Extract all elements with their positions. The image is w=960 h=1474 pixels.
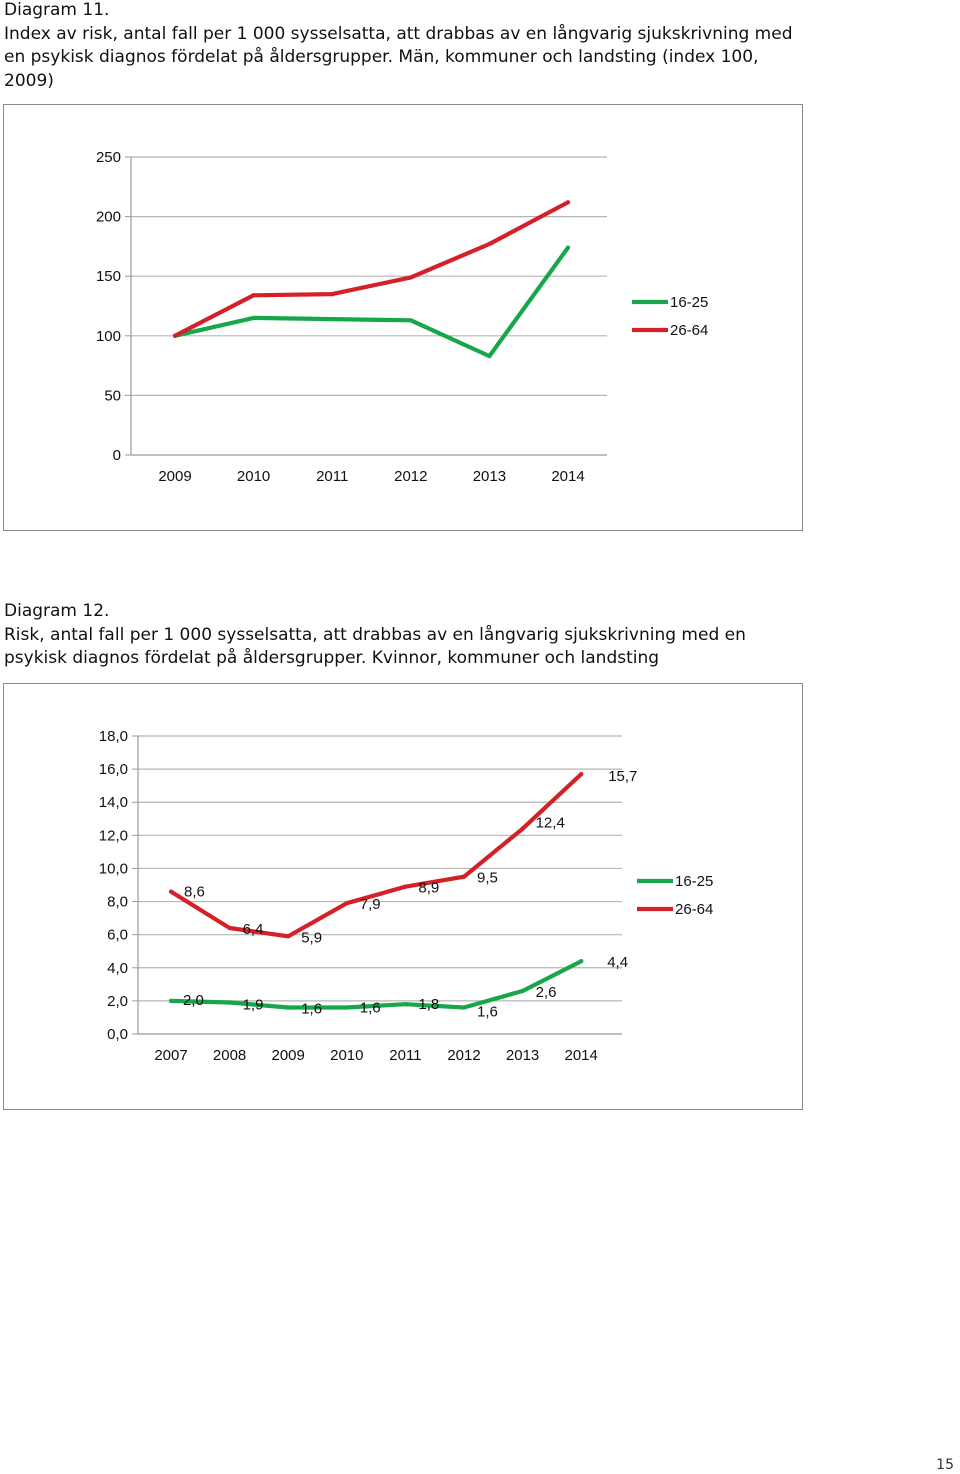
data-label: 2,6	[535, 983, 557, 1001]
data-point-26-64	[566, 200, 570, 204]
data-point-16-25	[403, 1002, 407, 1006]
data-point-16-25	[409, 318, 413, 322]
diagram-11-plot	[4, 105, 802, 530]
data-label: 6,4	[242, 921, 264, 939]
x-tick-label: 2010	[236, 468, 271, 485]
x-tick-label: 2008	[212, 1047, 247, 1064]
diagram-11-title-line: Index av risk, antal fall per 1 000 sysselsatta, att drabbas av en långvarig sjukskrivning med	[4, 23, 793, 44]
data-point-16-25	[462, 1005, 466, 1009]
data-point-26-64	[462, 875, 466, 879]
x-tick-label: 2007	[154, 1047, 188, 1064]
data-point-26-64	[487, 242, 491, 246]
data-label: 8,9	[418, 879, 440, 897]
x-tick-label: 2012	[447, 1047, 481, 1064]
x-tick-label: 2012	[394, 468, 428, 485]
data-point-16-25	[169, 999, 173, 1003]
x-tick-label: 2010	[330, 1047, 364, 1064]
data-point-16-25	[286, 1005, 290, 1009]
data-label: 7,9	[359, 896, 381, 914]
data-label: 4,4	[607, 954, 629, 972]
y-tick-label: 12,0	[98, 827, 128, 845]
data-point-26-64	[173, 334, 177, 338]
data-point-26-64	[169, 890, 173, 894]
diagram-12-number: Diagram 12.	[4, 601, 110, 621]
legend-label: 26-64	[675, 901, 714, 918]
diagram-12-title-line: Risk, antal fall per 1 000 sysselsatta, att drabbas av en långvarig sjukskrivning med en	[4, 624, 746, 645]
x-tick-label: 2013	[505, 1047, 540, 1064]
legend-label: 26-64	[670, 322, 709, 339]
data-point-26-64	[521, 827, 525, 831]
data-label: 1,6	[301, 1000, 323, 1018]
x-tick-label: 2011	[316, 468, 349, 485]
data-point-26-64	[330, 292, 334, 296]
series-line-16-25	[175, 248, 568, 357]
diagram-11-heading	[4, 0, 904, 93]
y-tick-label: 14,0	[98, 794, 128, 812]
data-point-26-64	[409, 275, 413, 279]
y-tick-label: 2,0	[107, 992, 128, 1010]
diagram-11-number: Diagram 11.	[4, 0, 110, 20]
x-tick-label: 2009	[158, 468, 192, 485]
series-line-26-64	[175, 202, 568, 335]
diagram-11-chart	[3, 104, 803, 531]
data-label: 2,0	[183, 991, 204, 1009]
y-tick-label: 200	[95, 208, 121, 226]
diagram-12-heading	[4, 600, 904, 671]
data-point-16-25	[330, 317, 334, 321]
diagram-12-plot	[4, 684, 802, 1109]
y-tick-label: 0,0	[107, 1026, 128, 1043]
diagram-11-title-line: en psykisk diagnos fördelat på åldersgrupper. Män, kommuner och landsting (index 100,	[4, 47, 759, 67]
data-point-26-64	[345, 901, 349, 905]
diagram-11-title-line: 2009)	[4, 70, 54, 91]
x-tick-label: 2011	[389, 1047, 422, 1064]
data-point-16-25	[579, 959, 583, 963]
data-point-26-64	[579, 772, 583, 776]
data-point-26-64	[403, 885, 407, 889]
x-tick-label: 2009	[271, 1047, 305, 1064]
page-number: 15	[936, 1457, 954, 1473]
data-label: 9,5	[477, 869, 498, 887]
data-label: 8,6	[184, 883, 205, 901]
y-tick-label: 0	[112, 447, 121, 464]
data-point-26-64	[252, 293, 256, 297]
data-point-16-25	[345, 1005, 349, 1009]
x-tick-label: 2013	[472, 468, 507, 485]
legend-label: 16-25	[675, 873, 714, 890]
data-label: 1,9	[242, 996, 264, 1014]
data-label: 15,7	[608, 768, 638, 786]
y-tick-label: 100	[95, 327, 121, 345]
data-label: 1,6	[359, 999, 381, 1017]
data-point-16-25	[521, 989, 525, 993]
diagram-12-title-line: psykisk diagnos fördelat på åldersgrupper. Kvinnor, kommuner och landsting	[4, 648, 660, 668]
y-tick-label: 16,0	[98, 761, 128, 779]
y-tick-label: 18,0	[98, 728, 128, 745]
y-tick-label: 6,0	[107, 926, 128, 944]
data-point-26-64	[228, 926, 232, 930]
data-point-26-64	[286, 934, 290, 938]
y-tick-label: 150	[95, 268, 121, 286]
x-tick-label: 2014	[551, 468, 585, 485]
data-label: 1,6	[477, 1003, 498, 1021]
data-label: 1,8	[418, 996, 440, 1014]
data-point-16-25	[566, 245, 570, 249]
legend-label: 16-25	[670, 294, 709, 311]
data-label: 12,4	[535, 814, 565, 832]
y-tick-label: 8,0	[107, 893, 128, 911]
y-tick-label: 50	[104, 387, 121, 405]
y-tick-label: 4,0	[107, 959, 128, 977]
data-point-16-25	[228, 1000, 232, 1004]
data-label: 5,9	[301, 929, 323, 947]
data-point-16-25	[487, 354, 491, 358]
data-point-16-25	[252, 316, 256, 320]
x-tick-label: 2014	[564, 1047, 598, 1064]
y-tick-label: 10,0	[98, 860, 128, 878]
y-tick-label: 250	[95, 149, 121, 166]
diagram-12-chart	[3, 683, 803, 1110]
